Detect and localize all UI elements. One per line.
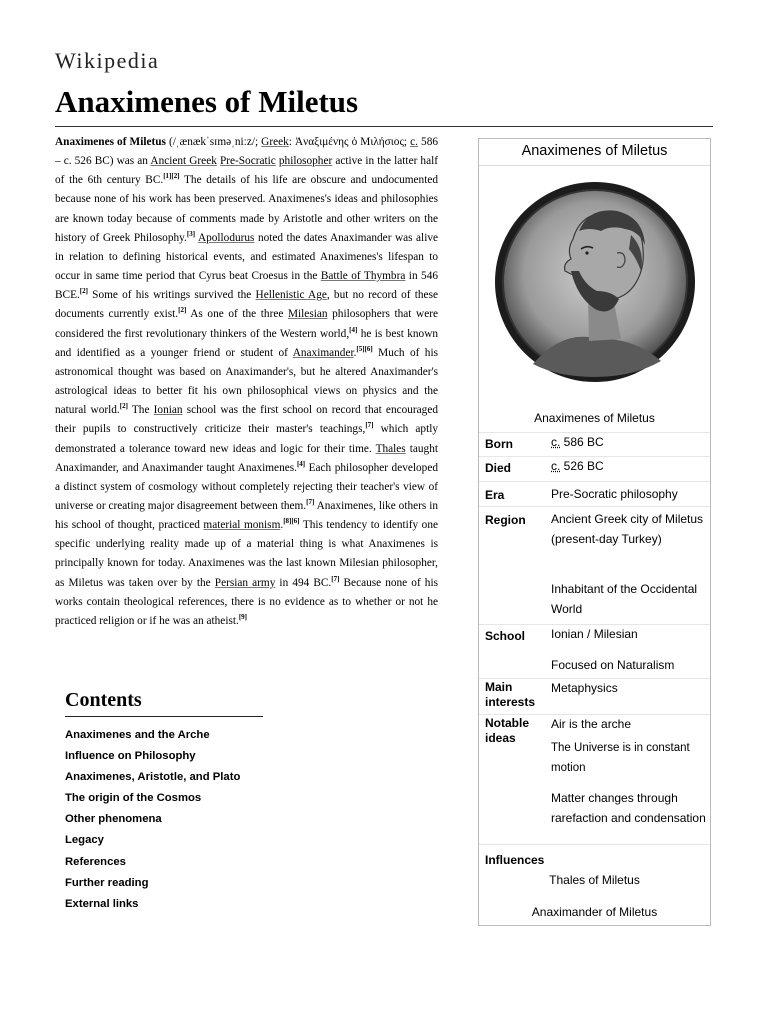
lead-text: 586 – c. 526 BC) was an <box>55 136 438 168</box>
link-philosopher[interactable]: philosopher <box>278 155 333 168</box>
link-milesian[interactable]: Milesian <box>287 308 328 321</box>
lead-text: noted the dates Anaximander was alive in relation to defining historical events, and estimated Anaximenes's lifespan to occur in same time period that Cyrus beat Croesus in the <box>55 231 438 283</box>
link-thales[interactable]: Thales <box>375 442 406 455</box>
citation-ref[interactable]: [2] <box>119 402 128 411</box>
era-label: Era <box>485 488 505 502</box>
born-value-text: 586 BC <box>560 435 604 449</box>
died-value-text: 526 BC <box>560 459 604 473</box>
infobox-row-influences <box>479 844 710 927</box>
lead-text: Each philosopher developed a distinct system of cosmology without completely rejecting their teacher's view of universe or creating major disagreement between them. <box>55 461 438 512</box>
lead-text: school was the first school on record that encouraged their pupils to constructively criticize their master's teachings, <box>55 404 438 436</box>
citation-ref[interactable]: [4] <box>296 459 306 468</box>
influence-anaximander[interactable]: Anaximander of Miletus <box>531 905 658 919</box>
portrait-coin-image[interactable] <box>493 179 697 385</box>
infobox-row-born <box>479 432 710 457</box>
lead-text: : Ἀναξιμένης ὁ Μιλήσιος; <box>288 136 411 148</box>
lead-text: . <box>280 519 284 532</box>
lead-text: Anaximenes, like others in his school of thought, practiced <box>55 499 438 532</box>
toc-item[interactable]: Influence on Philosophy <box>65 750 196 763</box>
citation-ref[interactable]: [7] <box>365 421 374 430</box>
link-material-monism[interactable]: material monism <box>203 519 281 532</box>
circa-abbr[interactable]: c. <box>551 459 561 473</box>
table-of-contents <box>65 689 265 915</box>
infobox <box>478 138 711 926</box>
born-value <box>551 433 706 453</box>
lead-text: he is best known and identified as a younger friend or student of <box>55 327 438 359</box>
era-value: Pre-Socratic philosophy <box>551 487 678 501</box>
lead-text: active in the latter half of the 6th century BC. <box>55 155 438 187</box>
lead-text: (/ˌænækˈsɪməˌniːz/; <box>165 136 262 148</box>
toc-item[interactable]: References <box>65 855 126 868</box>
region-label: Region <box>485 513 526 527</box>
lead-text: Because none of his works contain theological references, there is no evidence as to whether or not he practiced religion or if he was an atheist. <box>55 576 438 627</box>
interests-label: Main interests <box>485 680 536 709</box>
link-pre-socratic[interactable]: Pre-Socratic <box>219 155 276 168</box>
title-divider <box>55 126 713 127</box>
link-greek[interactable]: Greek <box>261 136 289 148</box>
lead-text: , but no record of these documents currently exist. <box>55 289 438 321</box>
link-anaximander[interactable]: Anaximander <box>292 346 354 359</box>
page-title: Anaximenes of Miletus <box>55 84 359 119</box>
toc-item[interactable]: Legacy <box>65 834 104 847</box>
lead-text: As one of the three <box>186 308 288 321</box>
lead-paragraph <box>55 133 438 631</box>
infobox-title: Anaximenes of Miletus <box>479 139 710 166</box>
lead-text: in 546 BCE. <box>55 270 438 302</box>
infobox-row-school <box>479 624 710 679</box>
citation-ref[interactable]: [7] <box>331 574 340 583</box>
ideas-value-2: The Universe is in constant motion <box>551 742 690 774</box>
lead-text: This tendency to identify one specific underlying reality made up of a material thing is what Anaximenes is principally known for today. Anaximenes was the last known Milesian philosopher, as Miletus was taken over by the <box>55 519 438 589</box>
citation-ref[interactable]: [8][6] <box>283 517 300 526</box>
toc-item[interactable]: Further reading <box>65 876 149 889</box>
link-ancient-greek[interactable]: Ancient Greek <box>150 155 217 168</box>
influence-thales[interactable]: Thales of Miletus <box>549 873 640 887</box>
portrait-caption: Anaximenes of Miletus <box>534 411 655 425</box>
link-apollodorus[interactable]: Apollodurus <box>197 231 255 244</box>
lead-text: which aptly demonstrated a tolerance toward new ideas and logic for their time. <box>55 423 438 455</box>
lead-text: . <box>353 346 357 359</box>
wikipedia-logo[interactable]: Wikipedia <box>55 48 160 73</box>
ideas-value-3: Matter changes through rarefaction and condensation <box>551 791 706 825</box>
interests-value: Metaphysics <box>551 681 618 695</box>
citation-ref[interactable]: [2] <box>79 287 88 296</box>
lead-text: in 494 BC. <box>275 576 332 589</box>
citation-ref[interactable]: [9] <box>238 613 247 622</box>
citation-ref[interactable]: [3] <box>186 230 196 239</box>
toc-item[interactable]: External links <box>65 897 139 910</box>
school-label: School <box>485 629 526 643</box>
toc-list <box>65 725 265 915</box>
infobox-row-era <box>479 481 710 507</box>
infobox-row-region <box>479 506 710 625</box>
link-circa[interactable]: c. <box>410 136 418 148</box>
infobox-row-ideas <box>479 714 710 845</box>
citation-ref[interactable]: [7] <box>306 498 315 507</box>
lead-subject-name: Anaximenes of Miletus <box>55 136 166 148</box>
school-value-1: Ionian / Milesian <box>551 627 638 641</box>
article-body <box>55 133 438 631</box>
toc-title: Contents <box>65 689 263 717</box>
toc-item[interactable]: Anaximenes and the Arche <box>65 729 210 741</box>
link-battle-of-thymbra[interactable]: Battle of Thymbra <box>320 270 406 283</box>
lead-text: taught Anaximander, and Anaximander taught Anaximenes. <box>55 442 438 474</box>
died-value <box>551 457 706 477</box>
region-value-1: Ancient Greek city of Miletus (present-day Turkey) <box>551 512 704 546</box>
lead-text: The <box>127 404 154 417</box>
citation-ref[interactable]: [4] <box>349 325 358 334</box>
lead-text: philosophers that were considered the first revolutionary thinkers of the Western world, <box>55 308 438 340</box>
lead-text: Much of his astronomical thought was based on Anaximander's, but he altered Anaximander's astrological ideas to better fit his own philosophical views on physics and the natural world. <box>55 346 438 417</box>
region-value-2: Inhabitant of the Occidental World <box>551 582 698 616</box>
toc-item[interactable]: Other phenomena <box>65 813 162 826</box>
citation-ref[interactable]: [5][6] <box>356 344 373 353</box>
ideas-value-1: Air is the arche <box>551 717 632 731</box>
circa-abbr[interactable]: c. <box>551 435 561 449</box>
citation-ref[interactable]: [1][2] <box>163 172 180 181</box>
toc-item[interactable]: The origin of the Cosmos <box>65 792 202 805</box>
ideas-label: Notable ideas <box>485 716 530 745</box>
infobox-row-died <box>479 456 710 482</box>
citation-ref[interactable]: [2] <box>178 306 187 315</box>
lead-text: Some of his writings survived the <box>87 289 256 302</box>
link-persian-army[interactable]: Persian army <box>214 576 276 589</box>
infobox-row-interests <box>479 678 710 715</box>
link-hellenistic-age[interactable]: Hellenistic Age <box>255 289 327 302</box>
born-label: Born <box>485 437 513 451</box>
died-label: Died <box>485 461 512 475</box>
toc-item[interactable]: Anaximenes, Aristotle, and Plato <box>65 771 241 784</box>
influences-label: Influences <box>485 853 545 867</box>
school-value-2: Focused on Naturalism <box>551 658 675 672</box>
link-ionian[interactable]: Ionian <box>153 404 183 417</box>
lead-text: The details of his life are obscure and undocumented because none of his work has been preserved. Anaximenes's ideas and philosophies are known today because of comments made by Aristotle and other writers on the history of Greek Philosophy. <box>55 174 439 244</box>
